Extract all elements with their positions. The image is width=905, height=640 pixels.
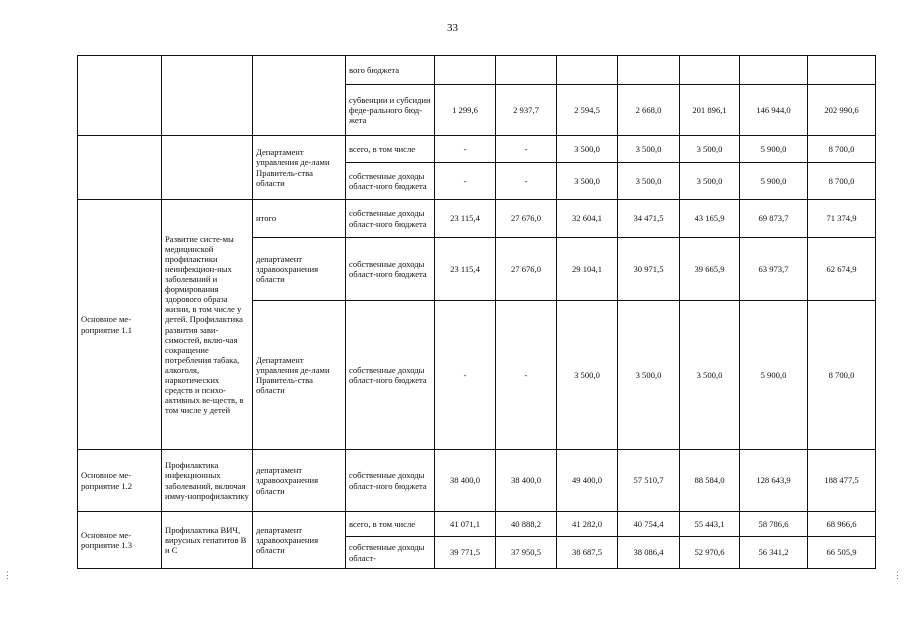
- measure-cell: Основное ме-роприятие 1.3: [78, 512, 162, 569]
- value-cell: -: [496, 301, 557, 450]
- value-cell: 68 966,6: [808, 512, 876, 537]
- value-cell: 55 443,1: [680, 512, 740, 537]
- value-cell: 38 400,0: [435, 450, 496, 512]
- value-cell: 3 500,0: [680, 136, 740, 163]
- value-cell: 5 900,0: [740, 136, 808, 163]
- table-row: [78, 136, 876, 163]
- source-cell: субвенции и субсидии феде-рального бюд-жета: [346, 85, 435, 136]
- value-cell: [435, 56, 496, 85]
- edge-tick-right: ⋮: [893, 570, 902, 580]
- value-cell: 23 115,4: [435, 238, 496, 301]
- value-cell: -: [435, 136, 496, 163]
- page-number: 33: [447, 22, 458, 34]
- value-cell: 57 510,7: [618, 450, 680, 512]
- value-cell: 63 973,7: [740, 238, 808, 301]
- value-cell: 3 500,0: [557, 301, 618, 450]
- name-cell: Профилактика ВИЧ, вирусных гепатитов В и С: [162, 512, 253, 569]
- executor-cell: департамент здравоохранения области: [253, 450, 346, 512]
- name-cell: Развитие систе-мы медицинской профилактики неинфекцион-ных заболеваний и формирования здорового образа жизни, в том числе у детей. Профилактика развития зави-симостей, вклю-чая сокращение потребления табака, алкоголя, наркотических средств и психо-активных ве-ществ, в том числе у детей: [162, 200, 253, 450]
- value-cell: 43 165,9: [680, 200, 740, 238]
- value-cell: 202 990,6: [808, 85, 876, 136]
- value-cell: [496, 56, 557, 85]
- value-cell: 62 674,9: [808, 238, 876, 301]
- value-cell: 3 500,0: [618, 136, 680, 163]
- table-row: [78, 450, 876, 512]
- value-cell: 3 500,0: [557, 163, 618, 200]
- value-cell: 3 500,0: [557, 136, 618, 163]
- executor-cell: департамент здравоохранения области: [253, 512, 346, 569]
- value-cell: 34 471,5: [618, 200, 680, 238]
- value-cell: 23 115,4: [435, 200, 496, 238]
- value-cell: 27 676,0: [496, 200, 557, 238]
- edge-tick-left: ⋮: [3, 570, 12, 580]
- name-cell: [162, 56, 253, 136]
- measure-cell: Основное ме-роприятие 1.2: [78, 450, 162, 512]
- source-cell: собственные доходы област-ного бюджета: [346, 163, 435, 200]
- name-cell: Профилактика инфекционных заболеваний, включая имму-нопрофилактику: [162, 450, 253, 512]
- value-cell: [618, 56, 680, 85]
- value-cell: -: [496, 163, 557, 200]
- value-cell: 39 771,5: [435, 537, 496, 569]
- value-cell: 8 700,0: [808, 136, 876, 163]
- value-cell: 27 676,0: [496, 238, 557, 301]
- value-cell: 128 643,9: [740, 450, 808, 512]
- value-cell: 38 400,0: [496, 450, 557, 512]
- name-cell: [162, 136, 253, 200]
- value-cell: [740, 56, 808, 85]
- value-cell: [808, 56, 876, 85]
- value-cell: 8 700,0: [808, 301, 876, 450]
- value-cell: 2 937,7: [496, 85, 557, 136]
- value-cell: 49 400,0: [557, 450, 618, 512]
- value-cell: -: [435, 301, 496, 450]
- source-cell: собственные доходы област-ного бюджета: [346, 200, 435, 238]
- value-cell: [680, 56, 740, 85]
- executor-cell: Департамент управления де-лами Правитель-ства области: [253, 301, 346, 450]
- value-cell: 3 500,0: [680, 301, 740, 450]
- value-cell: 38 687,5: [557, 537, 618, 569]
- source-cell: собственные доходы област-ного бюджета: [346, 301, 435, 450]
- value-cell: 39 665,9: [680, 238, 740, 301]
- value-cell: 40 754,4: [618, 512, 680, 537]
- value-cell: 3 500,0: [618, 301, 680, 450]
- value-cell: 5 900,0: [740, 301, 808, 450]
- value-cell: 2 668,0: [618, 85, 680, 136]
- executor-cell: департамент здравоохранения области: [253, 238, 346, 301]
- executor-cell: итого: [253, 200, 346, 238]
- value-cell: -: [435, 163, 496, 200]
- value-cell: 30 971,5: [618, 238, 680, 301]
- table-row: [78, 200, 876, 238]
- value-cell: 40 888,2: [496, 512, 557, 537]
- value-cell: 8 700,0: [808, 163, 876, 200]
- source-cell: собственные доходы област-ного бюджета: [346, 450, 435, 512]
- budget-table: [77, 55, 876, 569]
- measure-cell: [78, 56, 162, 136]
- value-cell: 88 584,0: [680, 450, 740, 512]
- value-cell: 41 282,0: [557, 512, 618, 537]
- source-cell: всего, в том числе: [346, 512, 435, 537]
- value-cell: 32 604,1: [557, 200, 618, 238]
- value-cell: -: [496, 136, 557, 163]
- value-cell: 58 786,6: [740, 512, 808, 537]
- value-cell: 3 500,0: [618, 163, 680, 200]
- executor-cell: [253, 56, 346, 136]
- table-row: [78, 512, 876, 537]
- executor-cell: Департамент управления де-лами Правитель-ства области: [253, 136, 346, 200]
- value-cell: 52 970,6: [680, 537, 740, 569]
- value-cell: 2 594,5: [557, 85, 618, 136]
- value-cell: 146 944,0: [740, 85, 808, 136]
- value-cell: 201 896,1: [680, 85, 740, 136]
- value-cell: 29 104,1: [557, 238, 618, 301]
- source-cell: всего, в том числе: [346, 136, 435, 163]
- value-cell: 69 873,7: [740, 200, 808, 238]
- measure-cell: Основное ме-роприятие 1.1: [78, 200, 162, 450]
- source-cell: собственные доходы област-: [346, 537, 435, 569]
- value-cell: 3 500,0: [680, 163, 740, 200]
- value-cell: 66 505,9: [808, 537, 876, 569]
- value-cell: 71 374,9: [808, 200, 876, 238]
- value-cell: 38 086,4: [618, 537, 680, 569]
- source-cell: собственные доходы област-ного бюджета: [346, 238, 435, 301]
- value-cell: 188 477,5: [808, 450, 876, 512]
- value-cell: 37 950,5: [496, 537, 557, 569]
- value-cell: 41 071,1: [435, 512, 496, 537]
- table-row: [78, 56, 876, 85]
- value-cell: 1 299,6: [435, 85, 496, 136]
- measure-cell: [78, 136, 162, 200]
- value-cell: [557, 56, 618, 85]
- value-cell: 56 341,2: [740, 537, 808, 569]
- value-cell: 5 900,0: [740, 163, 808, 200]
- source-cell: вого бюджета: [346, 56, 435, 85]
